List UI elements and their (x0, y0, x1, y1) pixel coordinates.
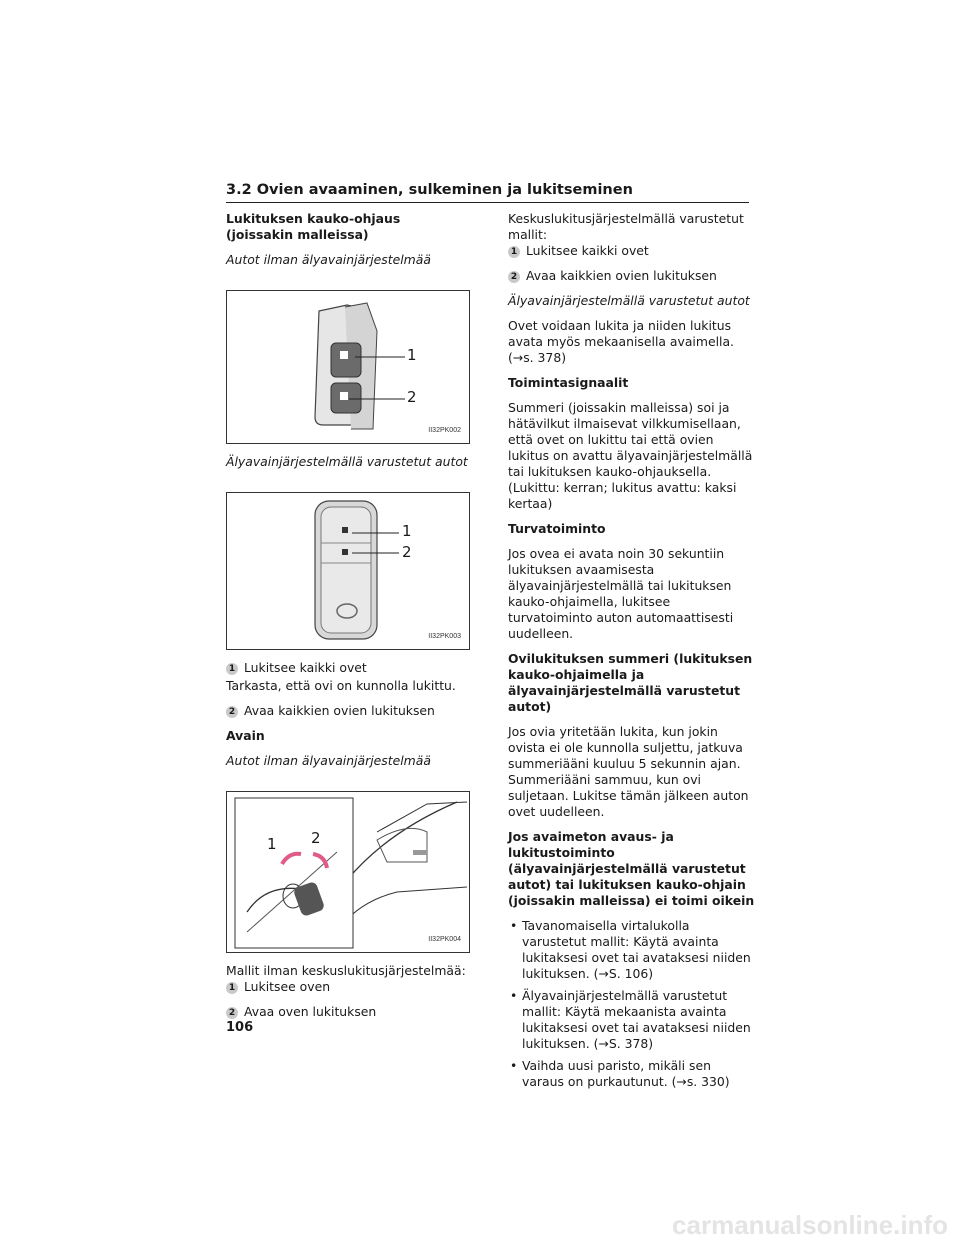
watermark: carmanualsonline.info (672, 1210, 948, 1240)
number-badge: 2 (508, 271, 520, 283)
number-badge: 1 (508, 246, 520, 258)
callout-1: 1 (407, 346, 417, 364)
number-badge: 2 (226, 706, 238, 718)
figure-code: II32PK002 (428, 427, 461, 434)
heading-buzzer: Ovilukituksen summeri (lukituksen kauko-ohjaimella ja älyavainjärjestelmällä varustetut autot) (508, 651, 753, 714)
para-security: Jos ovea ei avata noin 30 sekuntiin lukituksen avaamisesta älyavainjärjestelmällä tai lukituksen kauko-ohjaimella, lukitsee turvatoiminto auton automaattisesti uudelleen. (508, 546, 734, 641)
para-central: Keskuslukitusjärjestelmällä varustetut mallit: (508, 211, 744, 242)
section-header (226, 179, 749, 203)
figure-code: II32PK003 (428, 633, 461, 640)
subheading-no-smart: Autot ilman älyavainjärjestelmää (226, 252, 431, 267)
bullet-list (508, 918, 756, 1090)
number-badge: 2 (226, 1007, 238, 1019)
bullet-item: • Älyavainjärjestelmällä varustetut mallit: Käytä mekaanista avainta lukitaksesi ovet tai avataksesi niiden lukituksen. (→S. 378) (508, 988, 756, 1052)
page-number: 106 (226, 1020, 254, 1035)
para-buzzer: Jos ovia yritetään lukita, kun jokin ovista ei ole kunnolla suljettu, jatkuva summeriääni kuuluu 5 sekunnin ajan. Summeriääni sammuu, kun ovi suljetaan. Lukitse tämän jälkeen auton ovet uudelleen. (508, 724, 749, 819)
bullet-item: • Tavanomaisella virtalukolla varustetut mallit: Käytä avainta lukitaksesi ovet tai avataksesi niiden lukituksen. (→S. 106) (508, 918, 756, 982)
item-lock-all: Lukitsee kaikki ovet (244, 660, 367, 675)
bullet-item: • Vaihda uusi paristo, mikäli sen varaus on purkautunut. (→s. 330) (508, 1058, 756, 1090)
heading-key: Avain (226, 728, 265, 743)
figure-door-key (226, 791, 470, 953)
item-unlock-door: Avaa oven lukituksen (244, 1004, 377, 1019)
section-title: 3.2 Ovien avaaminen, sulkeminen ja lukitseminen (226, 182, 633, 198)
heading-signals: Toimintasignaalit (508, 375, 629, 390)
callout-2: 2 (402, 543, 412, 561)
callout-2: 2 (311, 829, 321, 847)
para-mechanical: Ovet voidaan lukita ja niiden lukitus avata myös mekaanisella avaimella. (→s. 378) (508, 318, 734, 365)
number-badge: 1 (226, 663, 238, 675)
heading-malfunction: Jos avaimeton avaus- ja lukitustoiminto (älyavainjärjestelmällä varustetut autot) tai lukituksen kauko-ohjain (joissakin malleissa) ei toimi oikein (508, 829, 755, 908)
callout-2: 2 (407, 388, 417, 406)
para-no-central: Mallit ilman keskuslukitusjärjestelmää: (226, 963, 466, 978)
figure-flip-key (226, 290, 470, 444)
number-badge: 1 (226, 982, 238, 994)
left-column (226, 211, 470, 1029)
right-column (508, 211, 756, 1096)
item-lock-door: Lukitsee oven (244, 979, 331, 994)
item-unlock-all: Avaa kaikkien ovien lukituksen (244, 703, 435, 718)
item-unlock-all: Avaa kaikkien ovien lukituksen (526, 268, 717, 283)
callout-1: 1 (402, 522, 412, 540)
subheading-no-smart-2: Autot ilman älyavainjärjestelmää (226, 753, 431, 768)
figure-smart-key (226, 492, 470, 650)
figure-code: II32PK004 (428, 936, 461, 943)
subheading-smart: Älyavainjärjestelmällä varustetut autot (226, 454, 468, 469)
heading-remote: Lukituksen kauko-ohjaus (joissakin malleissa) (226, 211, 401, 242)
heading-security: Turvatoiminto (508, 521, 606, 536)
callout-1: 1 (267, 835, 277, 853)
subheading-smart: Älyavainjärjestelmällä varustetut autot (508, 293, 750, 308)
item-lock-all: Lukitsee kaikki ovet (526, 243, 649, 258)
para-signals: Summeri (joissakin malleissa) soi ja hätävilkut ilmaisevat vilkkumisellaan, että ovet on lukittu tai että ovien lukitus on avattu älyavainjärjestelmällä tai lukituksen kauko-ohjauksella. (Lukittu: kerran; lukitus avattu: kaksi kertaa) (508, 400, 753, 511)
note-check: Tarkasta, että ovi on kunnolla lukittu. (226, 678, 456, 693)
